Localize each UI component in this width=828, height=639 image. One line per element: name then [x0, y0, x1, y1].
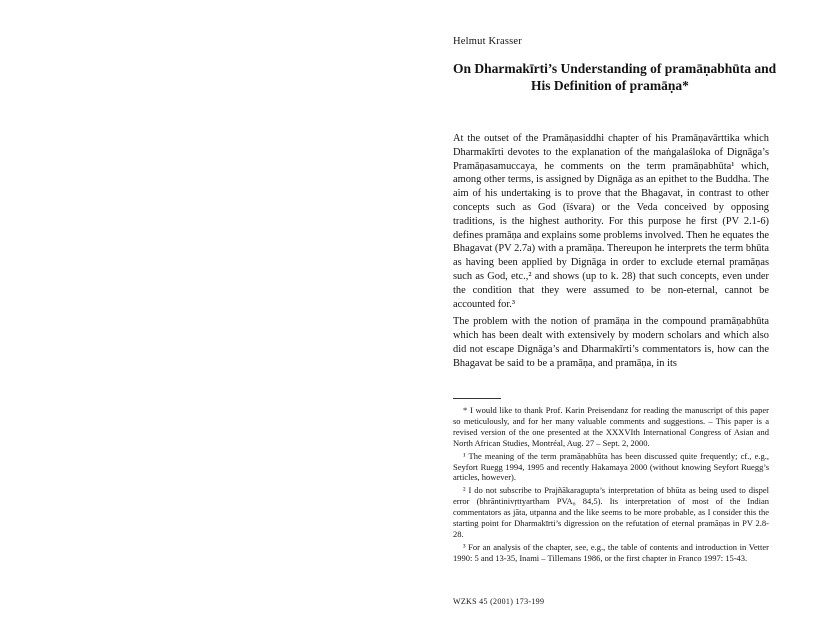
author-name: Helmut Krasser: [453, 36, 522, 47]
body-paragraph: The problem with the notion of pramāṇa in the compound pramāṇabhūta which has been dealt with extensively by modern scholars and which also did not escape Dignāga’s and Dharmakīrti’s commentators is, how can the Bhagavat be said to be a pramāṇa, and pramāṇa, in its: [453, 316, 769, 369]
body-text: [453, 132, 769, 375]
title-line-2: His Definition of pramāṇa*: [531, 78, 689, 93]
title-line-1: On Dharmakīrti’s Understanding of pramāṇabhūta and: [453, 61, 777, 76]
footnote: ² I do not subscribe to Prajñākaragupta’s interpretation of bhūta as being used to dispel error (bhrāntinivṛttyartham PVA₈ 84,5). Its interpretation of most of the Indian commentators as jāta, utpanna and the like seems to be more probable, as I consider this the starting point for Dharmakīrti’s digression on the refutation of eternal pramāṇas in PV 2.8-28.: [453, 485, 769, 539]
paper-title: [453, 60, 777, 94]
footnote: * I would like to thank Prof. Karin Preisendanz for reading the manuscript of this paper so meticulously, and for her many valuable comments and suggestions. – This paper is a revised version of the one presented at the XXXVIth International Congress of Asian and North African Studies, Montréal, Aug. 27 – Sept. 2, 2000.: [453, 405, 769, 448]
footnote: ³ For an analysis of the chapter, see, e.g., the table of contents and introduction in Vetter 1990: 5 and 13-35, Inami – Tillemans 1986, or the first chapter in Franco 1997: 15-43.: [453, 541, 769, 563]
body-paragraph: At the outset of the Pramāṇasiddhi chapter of his Pramāṇavārttika which Dharmakīrti devotes to the explanation of the maṅgalaśloka of Dignāga’s Pramāṇasamuccaya, he comments on the term pramāṇabhūta¹ which, among other terms, is assigned by Dignāga as an epithet to the Buddha. The aim of his undertaking is to prove that the Bhagavat, in contrast to other concepts such as God (īśvara) or the Veda conceived by opposing traditions, is the highest authority. For this purpose he first (PV 2.1-6) defines pramāṇa and explains some problems involved. Then he equates the Bhagavat (PV 2.7a) with a pramāṇa. Thereupon he interprets the term bhūta as having been applied by Dignāga in order to exclude eternal pramāṇas such as God, etc.,² and shows (up to k. 28) that such concepts, even under the condition that they were assumed to be non-eternal, cannot be accounted for.³: [453, 133, 769, 310]
footnote-divider: [453, 398, 501, 399]
footnotes: [453, 405, 769, 566]
footnote: ¹ The meaning of the term pramāṇabhūta has been discussed quite frequently; cf., e.g., Seyfort Ruegg 1994, 1995 and recently Hakamaya 2000 (without knowing Seyfort Ruegg’s articles, however).: [453, 450, 769, 483]
journal-citation: WZKS 45 (2001) 173-199: [453, 597, 545, 606]
